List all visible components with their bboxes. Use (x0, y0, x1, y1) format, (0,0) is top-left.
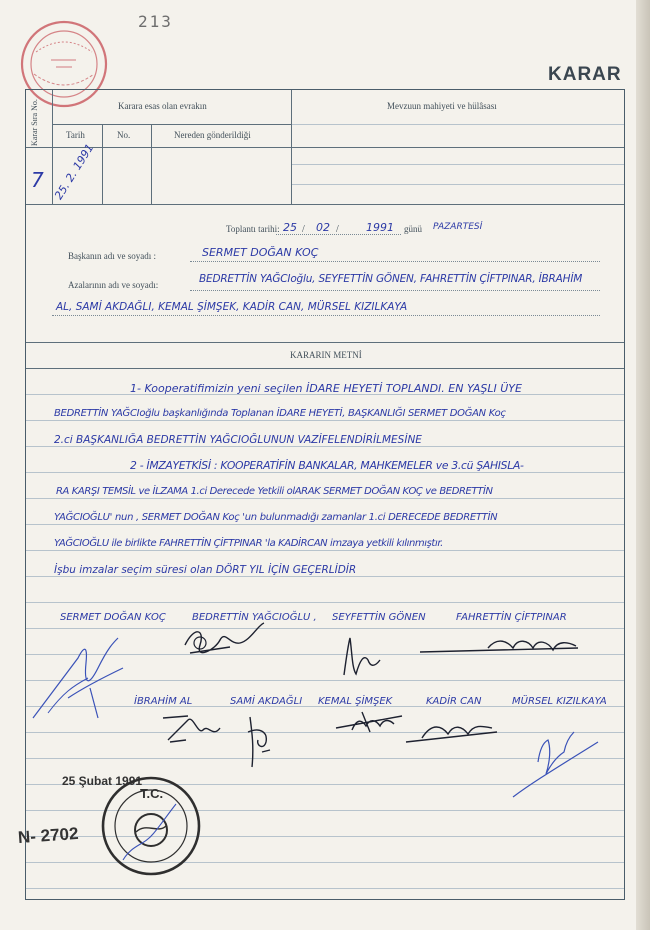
karar-metni-header: KARARIN METNİ (290, 350, 362, 360)
karara-esas-header: Karara esas olan evrakın (118, 101, 207, 111)
meeting-day: 25 (283, 221, 297, 234)
karar-line-1: 1- Kooperatifimizin yeni seçilen İDARE HEYETİ TOPLANDI. EN YAŞLI ÜYE (130, 382, 522, 395)
gunu-label: günü (404, 224, 422, 234)
tarih-value: 25. 2. 1991 (52, 141, 97, 202)
signature-8-icon (402, 712, 502, 746)
stamp-number: 2702 (39, 823, 80, 846)
signature-2-icon (180, 615, 270, 665)
baskan-label: Başkanın adı ve soyadı : (68, 251, 156, 261)
signer-1-name: SERMET DOĞAN KOÇ (60, 612, 166, 623)
karar-line-2: BEDRETTİN YAĞCIoğlu başkanlığında Toplanan İDARE HEYETİ, BAŞKANLIĞI SERMET DOĞAN Koç (54, 408, 506, 419)
signature-3-icon (336, 630, 386, 680)
no-header: No. (117, 130, 131, 140)
binding-spine (636, 0, 650, 930)
signature-9-icon (508, 712, 603, 802)
tarih-header: Tarih (66, 130, 85, 140)
signer-3-name: SEYFETTİN GÖNEN (332, 612, 426, 623)
document-title: KARAR (548, 64, 622, 85)
meeting-year: 1991 (366, 221, 394, 234)
karar-line-4: 2 - İMZAYETKİSİ : KOOPERATİFİN BANKALAR, MAHKEMELER ve 3.cü ŞAHISLA- (130, 459, 524, 472)
page-number: 213 (138, 12, 173, 31)
azalar-label: Azalarının adı ve soyadı: (68, 280, 159, 290)
signature-6-icon (240, 712, 280, 772)
signer-5-name: İBRAHİM AL (134, 696, 193, 707)
signer-8-name: KADİR CAN (426, 696, 482, 707)
signer-9-name: MÜRSEL KIZILKAYA (512, 696, 607, 707)
meeting-month: 02 (316, 221, 330, 234)
signature-1-icon (28, 618, 138, 730)
signer-2-name: BEDRETTİN YAĞCIOĞLU , (192, 612, 317, 623)
karar-line-3: 2.ci BAŞKANLIĞA BEDRETTİN YAĞCIOĞLUNUN VAZİFELENDİRİLMESİNE (54, 434, 422, 446)
baskan-name: SERMET DOĞAN KOÇ (202, 246, 319, 259)
signature-4-icon (418, 628, 588, 660)
stamp-date: 25 Şubat 1991 (62, 774, 143, 788)
karar-sira-no-header: Karar Sıra No. (30, 99, 39, 146)
karar-line-8: İşbu imzalar seçim süresi olan DÖRT YIL İÇİN GEÇERLİDİR (54, 564, 357, 576)
karar-line-6: YAĞCIOĞLU' nun , SERMET DOĞAN Koç 'un bulunmadığı zamanlar 1.ci DERECEDE BEDRETTİN (54, 512, 498, 523)
signature-7-icon (332, 708, 412, 736)
signer-6-name: SAMİ AKDAĞLI (230, 696, 303, 707)
stamp-tc: T.C. (140, 786, 164, 801)
toplanti-label: Toplantı tarihi: (226, 224, 280, 234)
signer-4-name: FAHRETTİN ÇİFTPINAR (456, 612, 567, 623)
karar-line-5: RA KARŞI TEMSİL ve İLZAMA 1.ci Derecede Yetkili olARAK SERMET DOĞAN KOÇ ve BEDRETTİN (56, 486, 493, 497)
signer-7-name: KEMAL ŞİMŞEK (318, 696, 393, 707)
azalar-line-1: BEDRETTİN YAĞCIoğlu, SEYFETTİN GÖNEN, FAHRETTİN ÇİFTPINAR, İBRAHİM (199, 273, 583, 285)
mevzuun-header: Mevzuun mahiyeti ve hülâsası (387, 101, 497, 111)
document-page: 213 KARAR Karar Sıra No. Karara esas olan evrakın Mevzuun mahiyeti ve hülâsası Tarih No. Nereden gönderildiği 7 25. 2. 1991 Toplantı tarihi: 25 / 02 / 1991 günü PAZARTESİ Başkanın adı ve soyadı : SERMET DOĞAN KOÇ Azalarının adı ve soyadı: BEDRETTİN YAĞCIoğlu, SEYFETTİN GÖNEN, FAHRETTİN ÇİFTPINAR, İBRAHİM AL, SAMİ AKDAĞLI, KEMAL ŞİMŞEK, KADİR CAN, MÜRSEL KIZILKAYA KARARIN METNİ 1- Kooperatifimizin yeni seçilen İDARE HEYETİ TOPLANDI. EN YAŞLI ÜYE BEDRETTİN YAĞCIoğlu başkanlığında Toplanan İDARE HEYETİ, BAŞKANLIĞI SERMET DOĞAN Koç 2.ci BAŞKANLIĞA BEDRETTİN YAĞCIOĞLUNUN VAZİFELENDİRİLMESİNE 2 - İMZAYETKİSİ : KOOPERATİFİN BANKALAR, MAHKEMELER ve 3.cü ŞAHISLA- RA KARŞI TEMSİL ve İLZAMA 1.ci Derecede Yetkili olARAK SERMET DOĞAN KOÇ ve BEDRETTİN YAĞCIOĞLU' nun , SERMET DOĞAN Koç 'un bulunmadığı zamanlar 1.ci DERECEDE BEDRETTİN YAĞCIOĞLU ile birlikte FAHRETTİN ÇİFTPINAR 'la KADİRCAN imzaya yetkili kılınmıştır. İşbu imzalar seçim süresi olan DÖRT YIL İÇİN GEÇERLİDİR SERMET DOĞAN KOÇ BEDRETTİN YAĞCIOĞLU , SEYFETTİN GÖNEN FAHRETTİN ÇİFTPINAR İBRAHİM AL SAMİ AKDAĞLI KEMAL ŞİMŞEK KADİR CAN MÜRSEL KIZILKAYA 25 Şubat 1991 N- 2702 T.C. (0, 0, 650, 930)
signature-5-icon (158, 710, 228, 750)
karar-line-7: YAĞCIOĞLU ile birlikte FAHRETTİN ÇİFTPINAR 'la KADİRCAN imzaya yetkili kılınmıştır. (54, 538, 443, 549)
sira-no-value: 7 (31, 168, 44, 192)
nereden-header: Nereden gönderildiği (174, 130, 251, 140)
meeting-weekday: PAZARTESİ (433, 222, 483, 232)
azalar-line-2: AL, SAMİ AKDAĞLI, KEMAL ŞİMŞEK, KADİR CAN, MÜRSEL KIZILKAYA (56, 301, 408, 313)
